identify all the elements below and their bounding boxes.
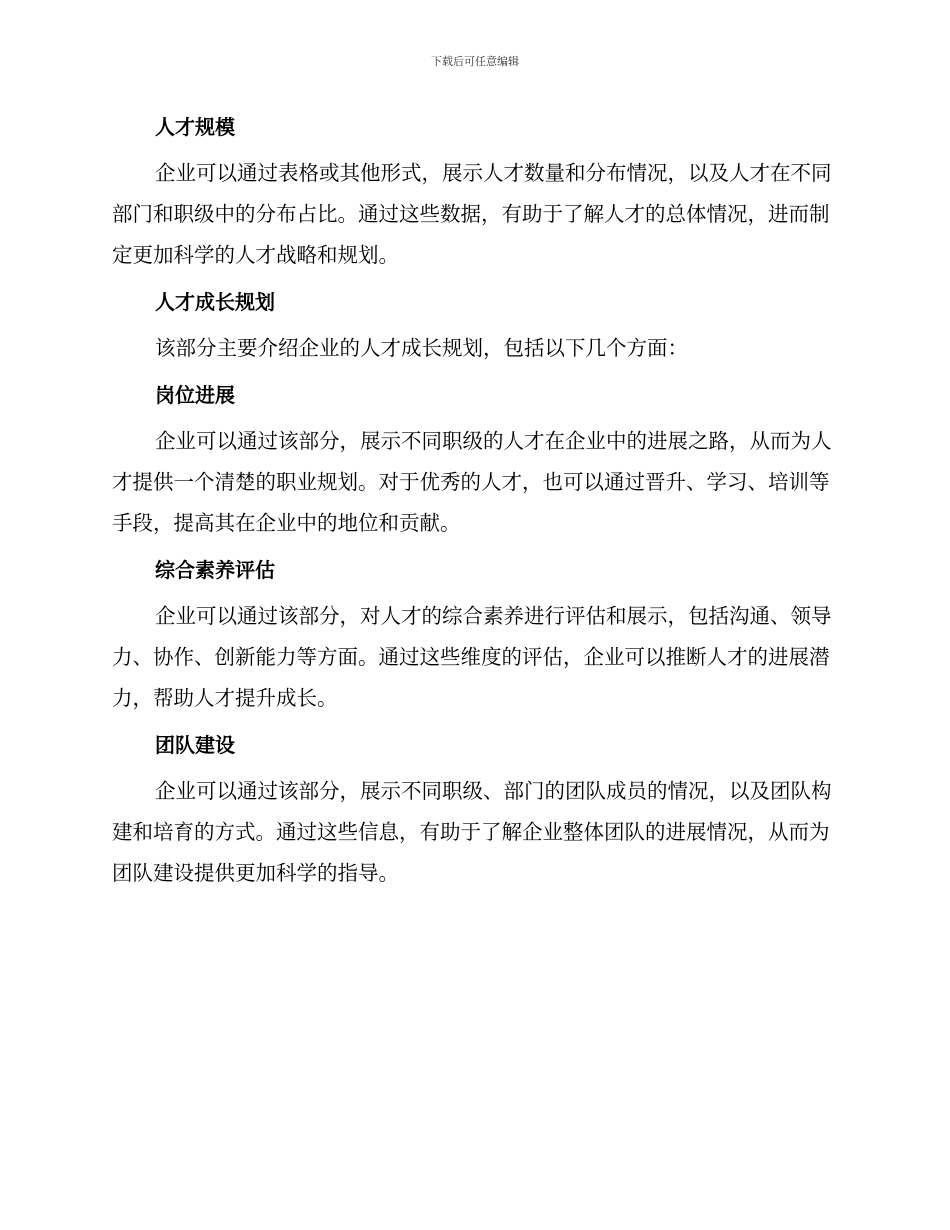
section-heading-growth-plan: 人才成长规划 (155, 290, 275, 314)
section-paragraph-career-progress: 企业可以通过该部分，展示不同职级的人才在企业中的进展之路，从而为人才提供一个清楚的职业规划。对于优秀的人才，也可以通过晋升、学习、培训等手段，提高其在企业中的地位和贡献。 (112, 429, 832, 535)
section-heading-talent-scale: 人才规模 (155, 115, 235, 139)
section-heading-competency-assessment: 综合素养评估 (155, 558, 275, 582)
document-body (112, 110, 832, 894)
section-heading-career-progress: 岗位进展 (155, 383, 235, 407)
section-paragraph-competency-assessment: 企业可以通过该部分，对人才的综合素养进行评估和展示，包括沟通、领导力、协作、创新能力等方面。通过这些维度的评估，企业可以推断人才的进展潜力，帮助人才提升成长。 (112, 604, 832, 710)
section-heading-team-building: 团队建设 (155, 733, 235, 757)
page-header: 下载后可任意编辑 (431, 55, 519, 68)
section-paragraph-growth-plan: 该部分主要介绍企业的人才成长规划，包括以下几个方面： (155, 336, 688, 360)
section-paragraph-talent-scale: 企业可以通过表格或其他形式，展示人才数量和分布情况，以及人才在不同部门和职级中的分布占比。通过这些数据，有助于了解人才的总体情况，进而制定更加科学的人才战略和规划。 (112, 161, 832, 267)
section-paragraph-team-building: 企业可以通过该部分，展示不同职级、部门的团队成员的情况，以及团队构建和培育的方式。通过这些信息，有助于了解企业整体团队的进展情况，从而为团队建设提供更加科学的指导。 (112, 779, 832, 885)
